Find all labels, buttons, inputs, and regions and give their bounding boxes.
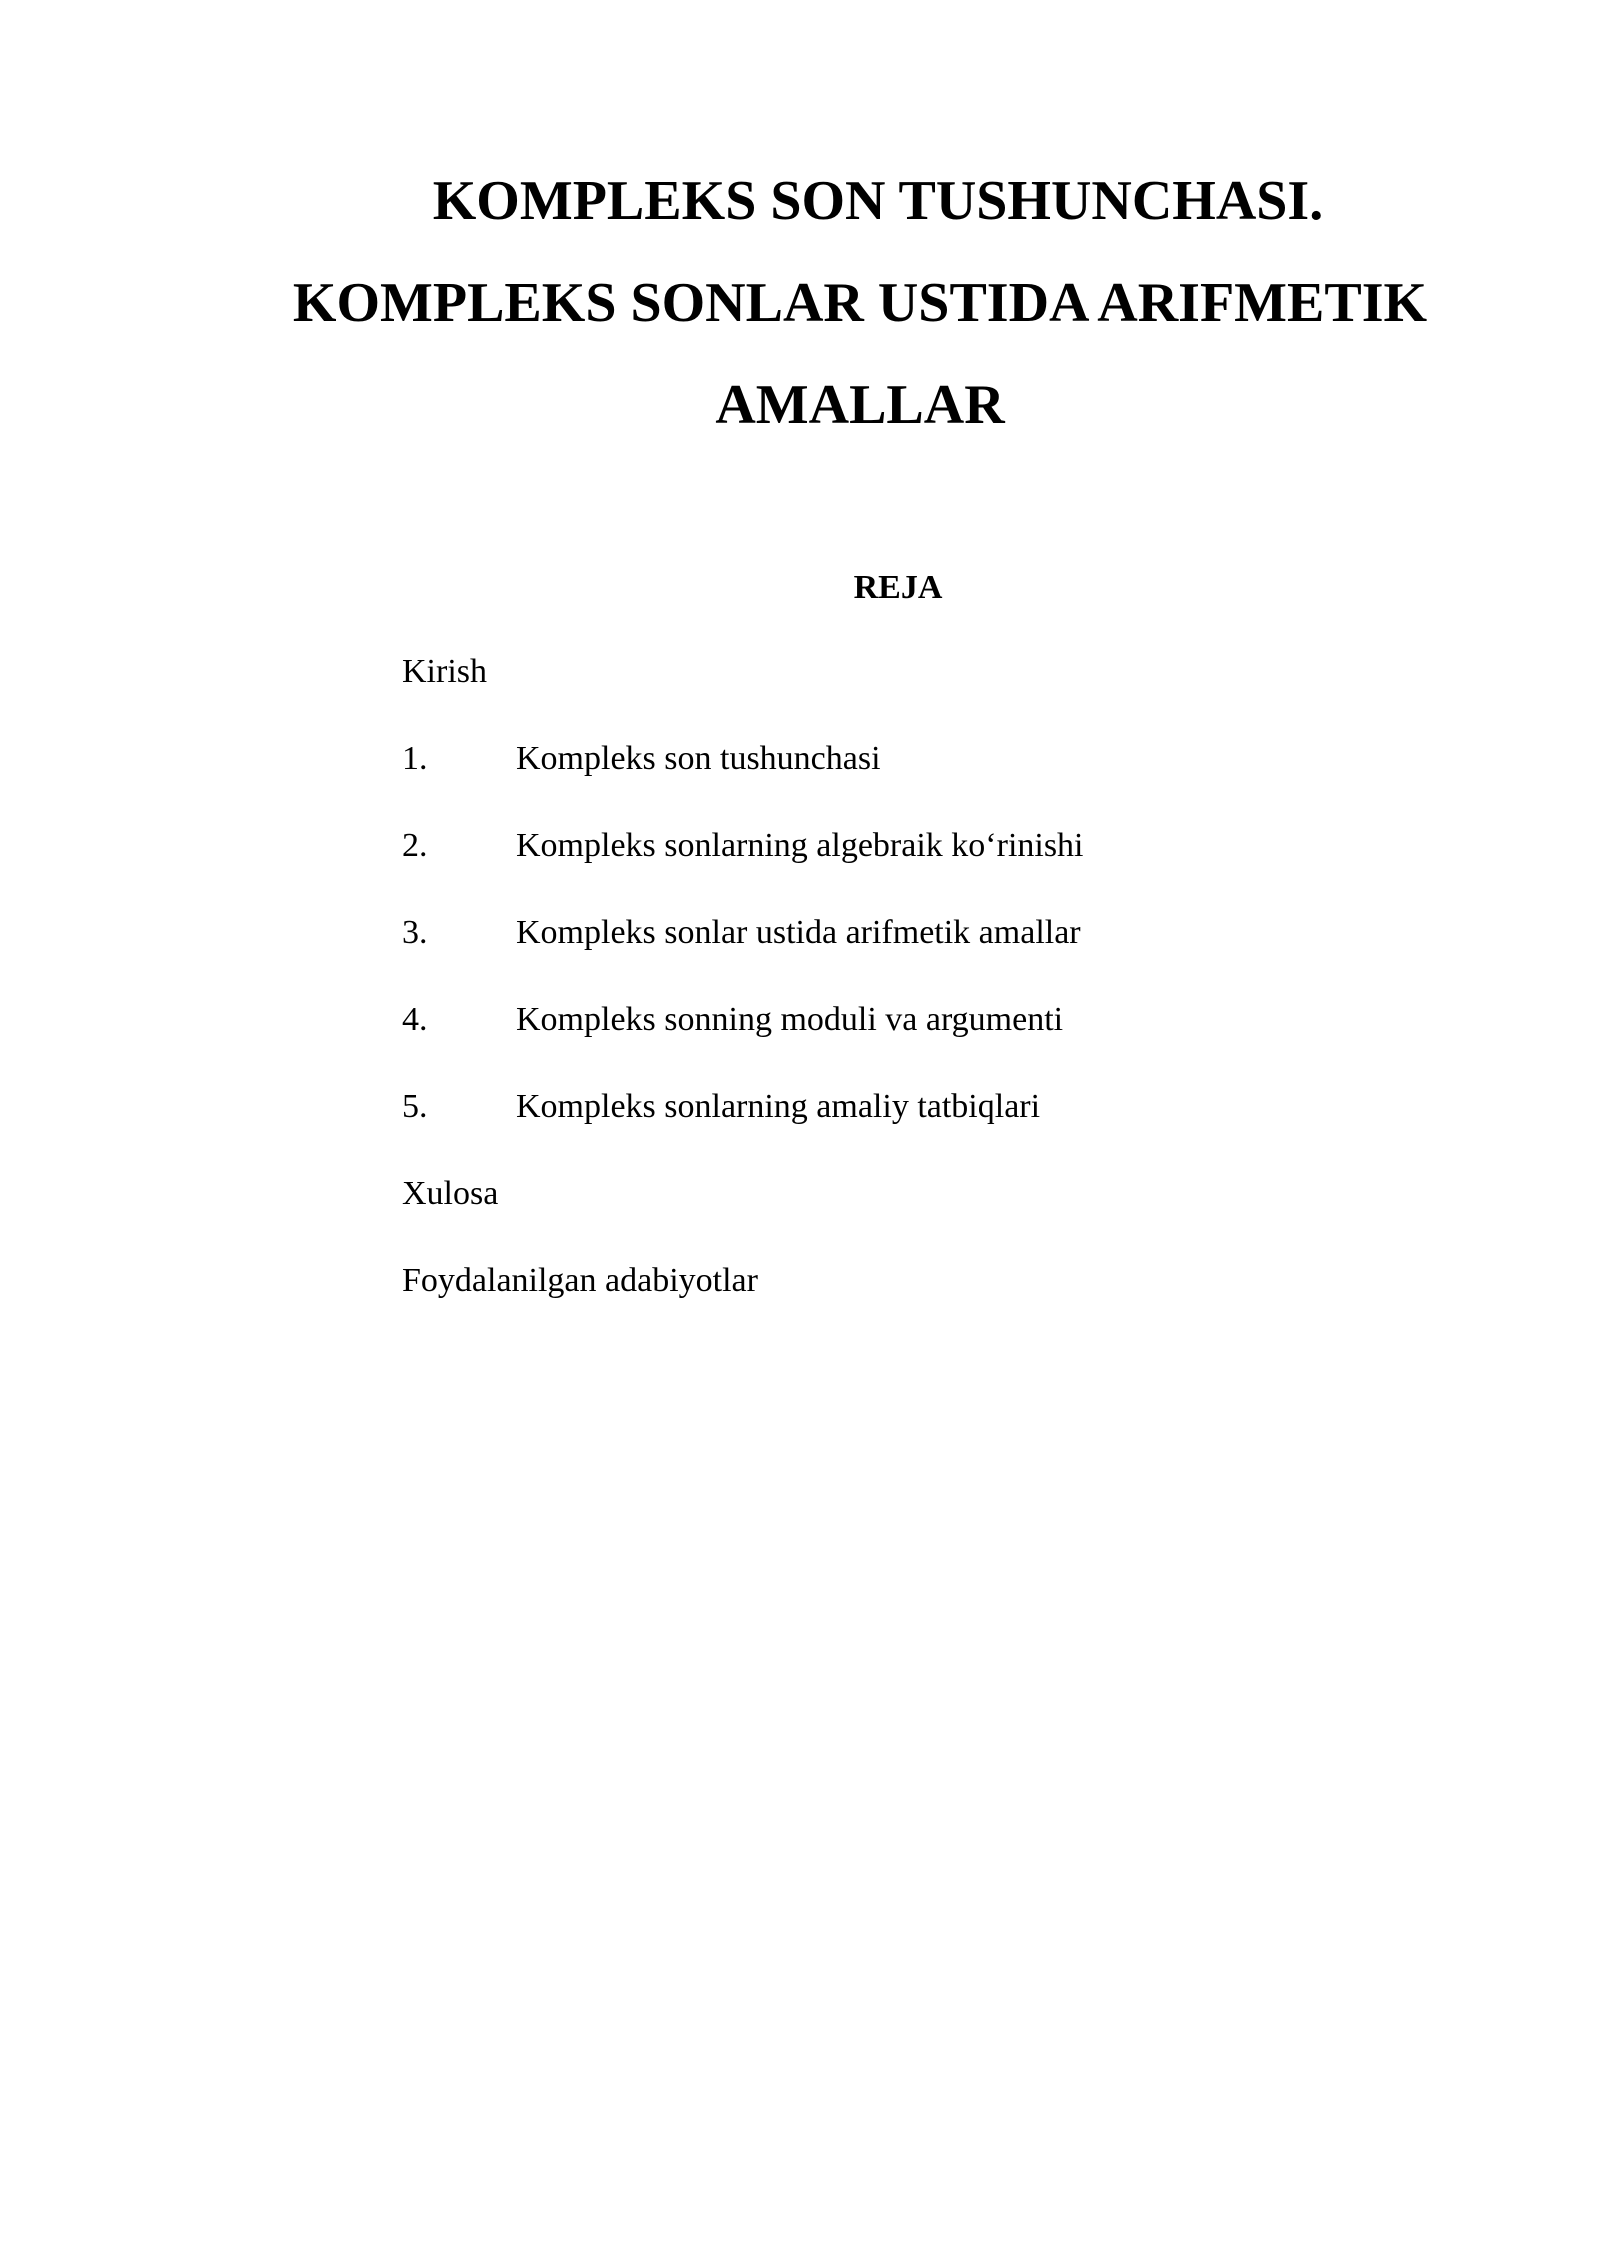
plan-item-number: 2.	[402, 827, 428, 864]
document-title	[150, 150, 1570, 456]
plan-item-text: Kompleks sonlarning algebraik ko‘rinishi	[516, 827, 1084, 864]
plan-item-text: Kompleks sonlarning amaliy tatbiqlari	[516, 1088, 1041, 1125]
plan-conclusion: Xulosa	[402, 1175, 499, 1212]
plan-heading: REJA	[853, 569, 943, 606]
plan-item	[402, 1087, 1084, 1174]
title-line-1: KOMPLEKS SON TUSHUNCHASI.	[432, 170, 1324, 232]
plan-intro: Kirish	[402, 653, 487, 690]
plan-item-number: 3.	[402, 914, 428, 951]
plan-references: Foydalanilgan adabiyotlar	[402, 1262, 758, 1299]
plan-item-text: Kompleks sonning moduli va argumenti	[516, 1001, 1064, 1038]
plan-item-text: Kompleks son tushunchasi	[516, 740, 881, 777]
plan-item	[402, 826, 1084, 913]
title-line-2: KOMPLEKS SONLAR USTIDA ARIFMETIK	[292, 272, 1428, 334]
plan-item-number: 1.	[402, 740, 428, 777]
plan-item-number: 4.	[402, 1001, 428, 1038]
plan-item	[402, 913, 1084, 1000]
plan-item-number: 5.	[402, 1088, 428, 1125]
plan-item	[402, 1000, 1084, 1087]
title-line-3: AMALLAR	[715, 374, 1005, 436]
plan-list	[402, 652, 1084, 1348]
plan-item	[402, 739, 1084, 826]
plan-item-text: Kompleks sonlar ustida arifmetik amallar	[516, 914, 1081, 951]
